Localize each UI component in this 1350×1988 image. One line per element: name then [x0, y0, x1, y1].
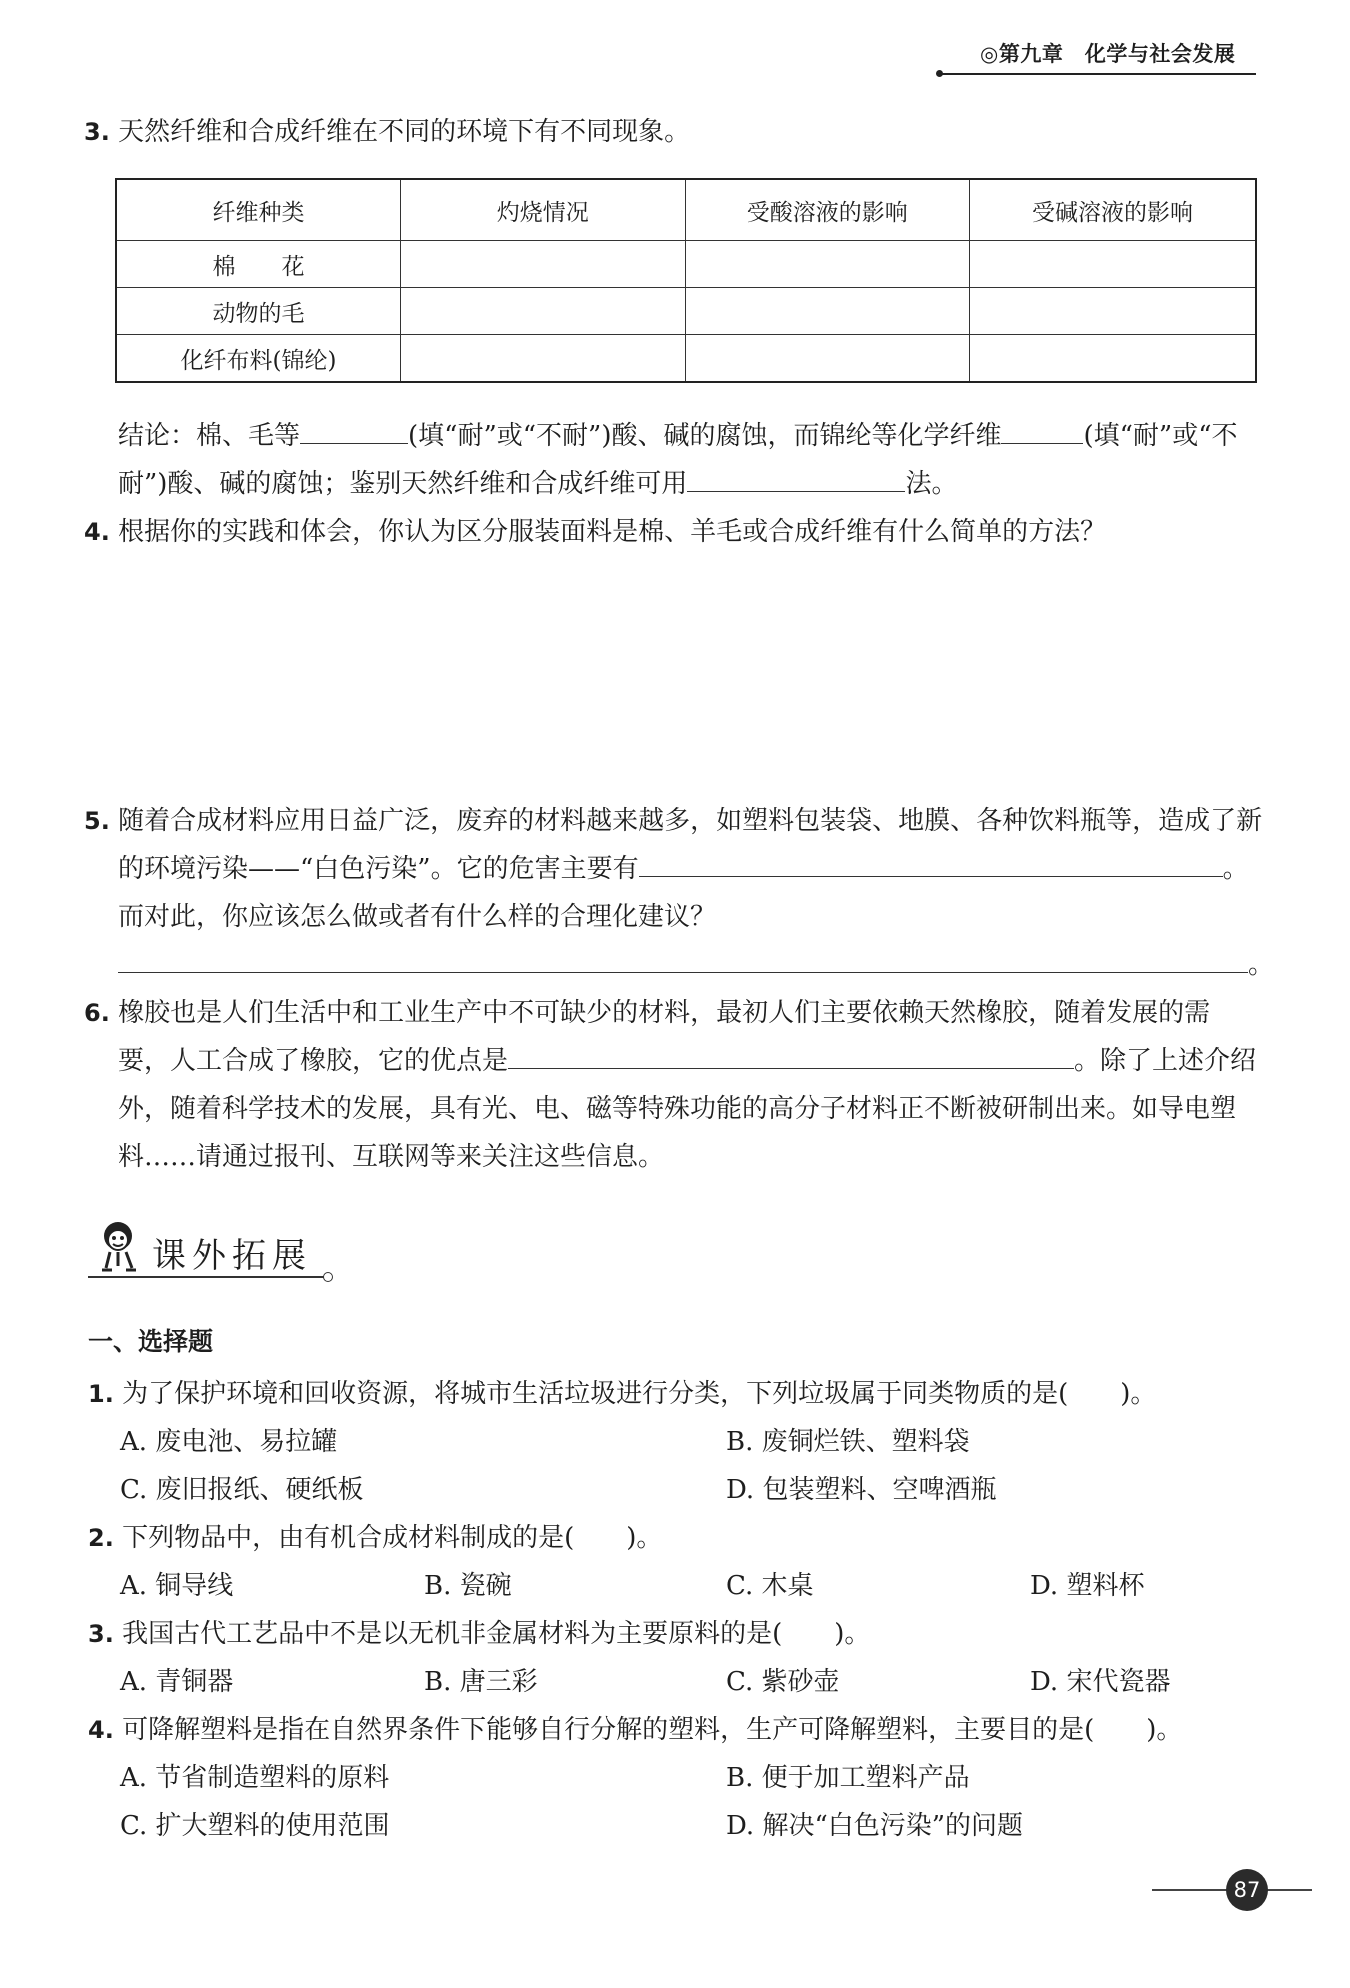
question-text: 我国古代工艺品中不是以无机非金属材料为主要原料的是( )。: [122, 1619, 871, 1649]
table-cell-blank[interactable]: [685, 288, 969, 335]
option-b[interactable]: B. 瓷碗: [424, 1571, 512, 1601]
option-c[interactable]: C. 木桌: [726, 1571, 814, 1601]
question-number: 3.: [84, 118, 110, 146]
option-b[interactable]: B. 唐三彩: [424, 1667, 538, 1697]
question-3: [84, 108, 690, 156]
answer-blank[interactable]: [639, 846, 1223, 877]
table-row: [116, 288, 1256, 335]
question-text: 。: [1222, 854, 1249, 884]
table-cell-blank[interactable]: [970, 335, 1257, 383]
table-cell-blank[interactable]: [401, 241, 685, 288]
conclusion-text: (填“耐”或“不耐”)酸、碱的腐蚀，而锦纶等化学纤维: [408, 421, 1002, 451]
question-text: 为了保护环境和回收资源，将城市生活垃圾进行分类，下列垃圾属于同类物质的是( )。: [122, 1379, 1157, 1409]
section-title-rule-dot: [323, 1272, 333, 1282]
option-c[interactable]: C. 废旧报纸、硬纸板: [120, 1475, 364, 1505]
question-text: 。: [1248, 950, 1275, 980]
option-d[interactable]: D. 塑料杯: [1030, 1571, 1145, 1601]
table-cell-blank[interactable]: [970, 241, 1257, 288]
table-cell-blank[interactable]: [685, 335, 969, 383]
q6-line2: [118, 1037, 1256, 1085]
option-b[interactable]: B. 废铜烂铁、塑料袋: [726, 1427, 970, 1457]
mc-question-4: [88, 1706, 1182, 1754]
question-text: 橡胶也是人们生活中和工业生产中不可缺少的材料，最初人们主要依赖天然橡胶，随着发展的需: [118, 998, 1211, 1028]
page-number: 87: [1226, 1869, 1268, 1911]
answer-blank[interactable]: [508, 1038, 1074, 1069]
q3-conclusion-line1: [118, 412, 1238, 460]
mc-question-3: [88, 1610, 870, 1658]
option-a[interactable]: A. 节省制造塑料的原料: [120, 1763, 390, 1793]
answer-blank[interactable]: [687, 461, 905, 492]
option-c[interactable]: C. 扩大塑料的使用范围: [120, 1811, 390, 1841]
option-d[interactable]: D. 宋代瓷器: [1030, 1667, 1171, 1697]
q3-conclusion-line2: [118, 460, 957, 508]
table-cell-blank[interactable]: [401, 288, 685, 335]
question-number: 6.: [84, 999, 110, 1027]
table-header-row: [116, 179, 1256, 241]
question-text: 要，人工合成了橡胶，它的优点是: [118, 1046, 509, 1076]
mc-question-2: [88, 1514, 662, 1562]
choice-section-heading: 一、选择题: [88, 1327, 214, 1356]
mc-question-1: [88, 1370, 1156, 1418]
header-rule: [940, 73, 1256, 75]
question-4: [84, 508, 1106, 556]
table-row: [116, 335, 1256, 383]
conclusion-text: 法。: [905, 469, 958, 499]
question-number: 1.: [88, 1380, 114, 1408]
question-number: 3.: [88, 1620, 114, 1648]
answer-blank[interactable]: [300, 413, 408, 444]
chapter-header: ◎第九章 化学与社会发展: [980, 42, 1236, 66]
option-d[interactable]: D. 包装塑料、空啤酒瓶: [726, 1475, 997, 1505]
conclusion-text: 结论：棉、毛等: [118, 421, 301, 451]
fiber-table: [115, 178, 1257, 383]
option-d[interactable]: D. 解决“白色污染”的问题: [726, 1811, 1024, 1841]
option-b[interactable]: B. 便于加工塑料产品: [726, 1763, 970, 1793]
option-a[interactable]: A. 废电池、易拉罐: [120, 1427, 338, 1457]
header-rule-dot: [936, 70, 943, 77]
question-text: 的环境污染——“白色污染”。它的危害主要有: [118, 854, 639, 884]
question-text: 。除了上述介绍: [1074, 1046, 1257, 1076]
option-a[interactable]: A. 青铜器: [120, 1667, 234, 1697]
q4-answer-area[interactable]: [118, 565, 1258, 795]
question-number: 2.: [88, 1524, 114, 1552]
table-header-cell: 灼烧情况: [401, 179, 685, 241]
answer-blank[interactable]: [118, 942, 1248, 973]
question-number: 4.: [84, 518, 110, 546]
table-cell-blank[interactable]: [970, 288, 1257, 335]
table-row: [116, 241, 1256, 288]
question-text: 可降解塑料是指在自然界条件下能够自行分解的塑料，生产可降解塑料，主要目的是( )。: [122, 1715, 1183, 1745]
table-cell-blank[interactable]: [401, 335, 685, 383]
table-cell: 化纤布料(锦纶): [116, 335, 401, 383]
option-c[interactable]: C. 紫砂壶: [726, 1667, 840, 1697]
table-cell: 棉 花: [116, 241, 401, 288]
table-header-cell: 受碱溶液的影响: [970, 179, 1257, 241]
q6-line3: 外，随着科学技术的发展，具有光、电、磁等特殊功能的高分子材料正不断被研制出来。如导电塑: [118, 1094, 1237, 1124]
q5-line2: [118, 845, 1249, 893]
q6-line4: 料……请通过报刊、互联网等来关注这些信息。: [118, 1142, 665, 1172]
table-header-cell: 受酸溶液的影响: [685, 179, 969, 241]
table-header-cell: 纤维种类: [116, 179, 401, 241]
conclusion-text: (填“耐”或“不: [1083, 421, 1238, 451]
option-a[interactable]: A. 铜导线: [120, 1571, 234, 1601]
question-text: 下列物品中，由有机合成材料制成的是( )。: [122, 1523, 663, 1553]
table-cell: 动物的毛: [116, 288, 401, 335]
answer-blank[interactable]: [1001, 413, 1083, 444]
mascot-icon: [88, 1216, 152, 1280]
question-number: 5.: [84, 807, 110, 835]
conclusion-text: 耐”)酸、碱的腐蚀；鉴别天然纤维和合成纤维可用: [118, 469, 688, 499]
section-title: 课外拓展: [152, 1236, 312, 1276]
question-number: 4.: [88, 1716, 114, 1744]
q5-line4: [118, 941, 1274, 989]
question-6: [84, 989, 1210, 1037]
question-text: 天然纤维和合成纤维在不同的环境下有不同现象。: [118, 117, 691, 147]
question-text: 根据你的实践和体会，你认为区分服装面料是棉、羊毛或合成纤维有什么简单的方法？: [118, 517, 1107, 547]
question-5: [84, 797, 1262, 845]
section-title-rule: [88, 1276, 328, 1278]
question-text: 随着合成材料应用日益广泛，废弃的材料越来越多，如塑料包装袋、地膜、各种饮料瓶等，造成了新: [118, 806, 1263, 836]
q5-line3: 而对此，你应该怎么做或者有什么样的合理化建议？: [118, 902, 717, 932]
table-cell-blank[interactable]: [685, 241, 969, 288]
